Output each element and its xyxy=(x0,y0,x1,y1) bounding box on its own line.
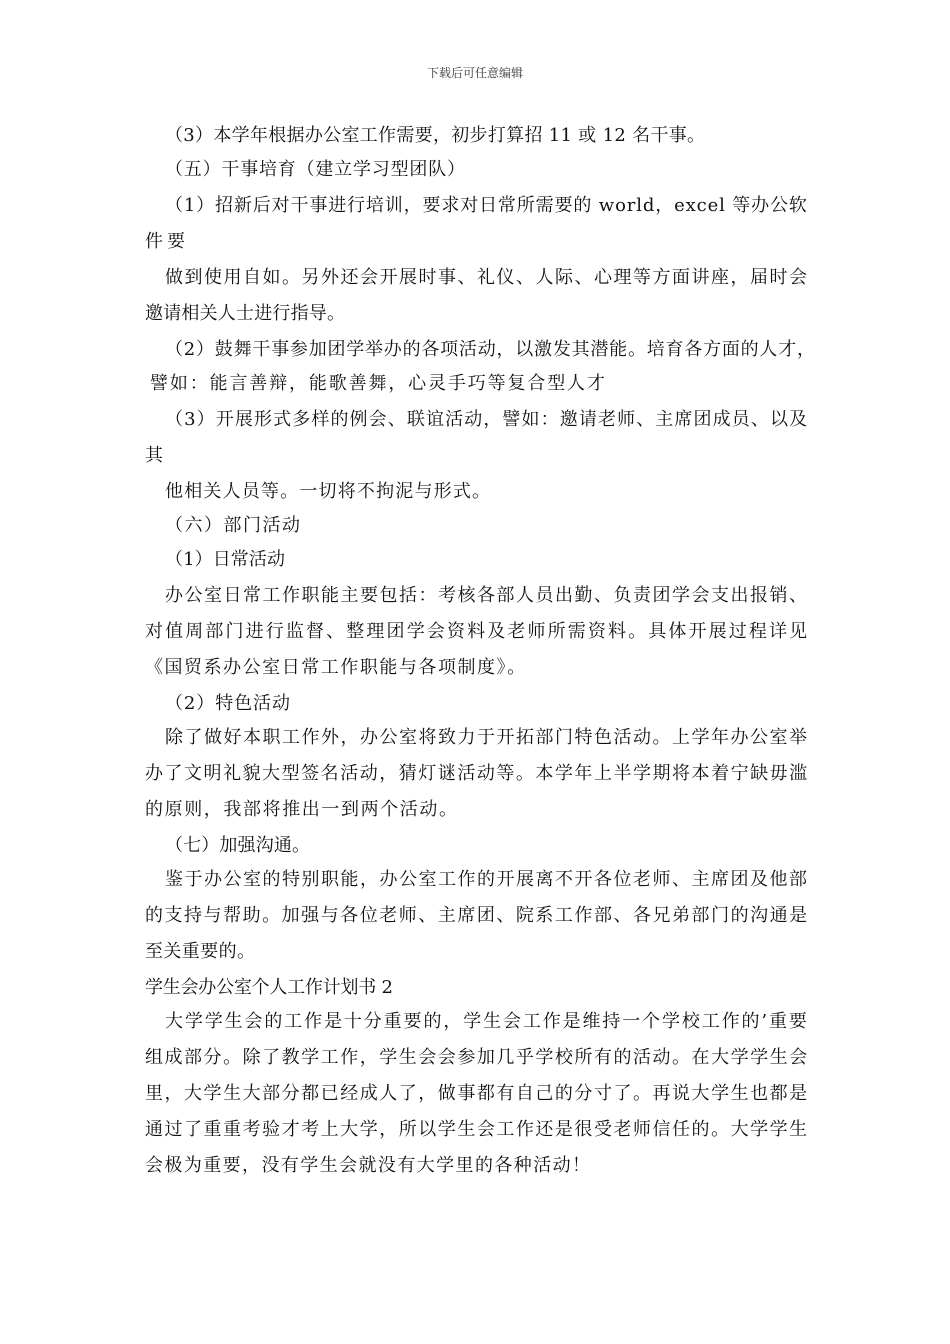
text-line: 组成部分。除了教学工作，学生会会参加几乎学校所有的活动。在大学学生会 xyxy=(145,1047,809,1068)
document-subtitle: 学生会办公室个人工作计划书 2 xyxy=(145,977,393,998)
text-line: （3）本学年根据办公室工作需要，初步打算招 11 或 12 名干事。 xyxy=(165,125,706,146)
section-heading: （七）加强沟通。 xyxy=(165,835,311,856)
text-line: （2）特色活动 xyxy=(165,693,291,714)
text-line: 譬如：能言善辩，能歌善舞，心灵手巧等复合型人才 xyxy=(150,373,607,394)
text-line: 办了文明礼貌大型签名活动，猜灯谜活动等。本学年上半学期将本着宁缺毋滥 xyxy=(145,763,809,784)
text-line: 对值周部门进行监督、整理团学会资料及老师所需资料。具体开展过程详见 xyxy=(145,621,810,642)
text-line: 鉴于办公室的特别职能，办公室工作的开展离不开各位老师、主席团及他部 xyxy=(165,869,809,890)
text-line: 会极为重要，没有学生会就没有大学里的各种活动！ xyxy=(145,1155,592,1176)
text-line: 的原则，我部将推出一到两个活动。 xyxy=(145,799,459,820)
text-line: （1）招新后对干事进行培训，要求对日常所需要的 world，excel 等办公软 xyxy=(165,195,808,216)
text-line: 通过了重重考验才考上大学，所以学生会工作还是很受老师信任的。大学学生 xyxy=(145,1119,809,1140)
text-line: 至关重要的。 xyxy=(145,941,256,962)
text-line: 他相关人员等。一切将不拘泥与形式。 xyxy=(165,481,492,502)
text-line: 其 xyxy=(145,445,163,466)
text-line: 除了做好本职工作外，办公室将致力于开拓部门特色活动。上学年办公室举 xyxy=(165,727,809,748)
text-line: 《国贸系办公室日常工作职能与各项制度》。 xyxy=(145,657,527,678)
text-line: 里，大学生大部分都已经成人了，做事都有自己的分寸了。再说大学生也都是 xyxy=(145,1083,809,1104)
text-line: 的支持与帮助。加强与各位老师、主席团、院系工作部、各兄弟部门的沟通是 xyxy=(145,905,809,926)
text-line: 邀请相关人士进行指导。 xyxy=(145,303,346,324)
text-line: 大学学生会的工作是十分重要的，学生会工作是维持一个学校工作的’重要 xyxy=(165,1011,809,1032)
section-heading: （五）干事培育（建立学习型团队） xyxy=(165,159,466,180)
text-line: （3）开展形式多样的例会、联谊活动，譬如：邀请老师、主席团成员、以及 xyxy=(165,409,809,430)
text-line: （2）鼓舞干事参加团学举办的各项活动，以激发其潜能。培育各方面的人才， xyxy=(165,339,816,360)
text-line: 件要 xyxy=(145,231,189,252)
text-line: 做到使用自如。另外还会开展时事、礼仪、人际、心理等方面讲座，届时会 xyxy=(165,267,809,288)
text-line: 办公室日常工作职能主要包括：考核各部人员出勤、负责团学会支出报销、 xyxy=(165,585,809,606)
page-header: 下载后可任意编辑 xyxy=(426,66,523,80)
text-line: （1）日常活动 xyxy=(165,549,286,570)
section-heading: （六）部门活动 xyxy=(165,515,302,536)
